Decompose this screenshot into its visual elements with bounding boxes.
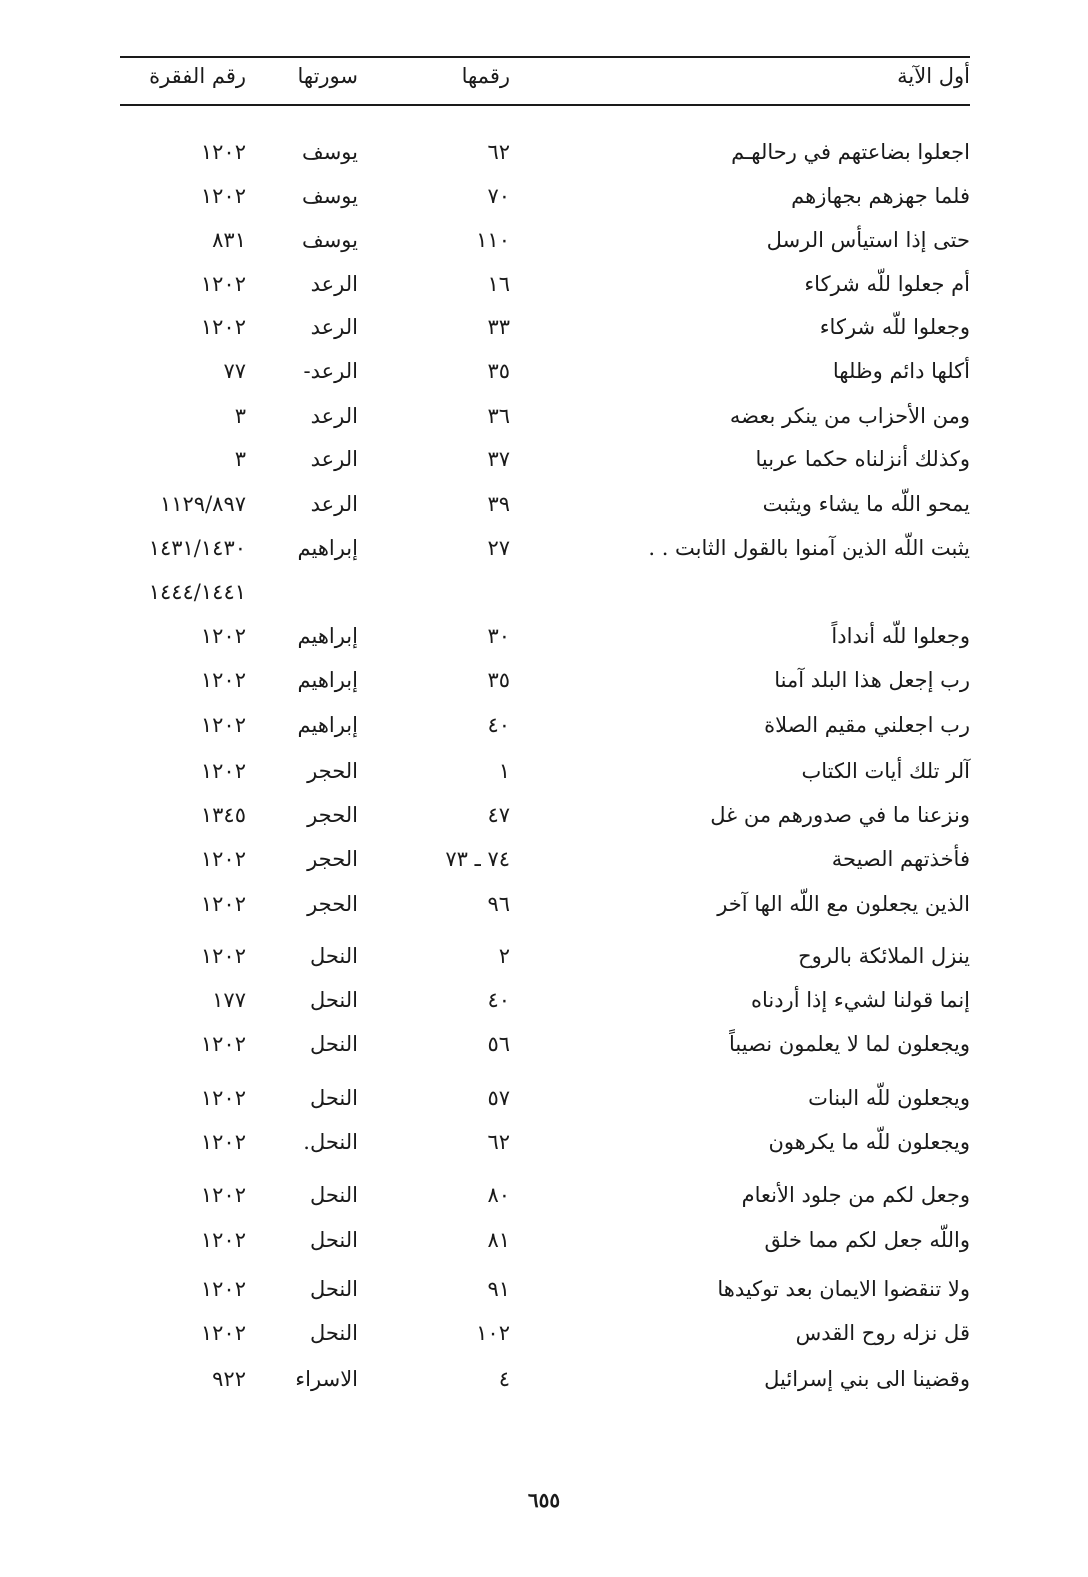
paragraph-number: ٨٣١	[212, 228, 246, 252]
verse-start: قل نزله روح القدس	[795, 1321, 970, 1345]
surah-name: الحجر	[307, 803, 358, 827]
verse-number: ٩٦	[487, 892, 510, 916]
verse-start: ولا تنقضوا الايمان بعد توكيدها	[717, 1277, 970, 1301]
table-row	[0, 178, 1088, 218]
verse-number: ٣٧	[487, 447, 510, 471]
verse-number: ٧٠	[487, 184, 510, 208]
paragraph-number: ١٣٤٥	[200, 803, 246, 827]
surah-name: النحل	[309, 1228, 358, 1252]
verse-number: ٤٧	[487, 803, 510, 827]
verse-start: أكلها دائم وظلها	[832, 359, 970, 383]
paragraph-number: ١٢٠٢	[200, 1228, 246, 1252]
paragraph-number: ١٤٣١/١٤٣٠	[148, 536, 246, 560]
paragraph-number: ٩٢٢	[212, 1367, 246, 1391]
paragraph-number: ٣	[234, 404, 246, 428]
surah-name: الاسراء	[295, 1367, 358, 1391]
paragraph-number: ١٤٤٤/١٤٤١	[148, 580, 246, 604]
verse-start: فأخذتهم الصيحة	[831, 847, 970, 871]
table-row	[0, 574, 1088, 614]
verse-number: ٧٤ ـ ٧٣	[445, 847, 510, 871]
surah-name: الرعد-	[303, 359, 358, 383]
verse-start: وجعلوا للّه شركاء	[819, 315, 970, 339]
paragraph-number: ١٢٠٢	[200, 847, 246, 871]
surah-name: يوسف	[301, 140, 358, 164]
verse-start: يمحو اللّه ما يشاء ويثبت	[762, 492, 970, 516]
verse-number: ٦٢	[487, 140, 510, 164]
table-row	[0, 707, 1088, 747]
verse-start: اجعلوا بضاعتهم في رحالهـم	[731, 140, 970, 164]
table-row	[0, 1361, 1088, 1401]
table-row	[0, 222, 1088, 262]
paragraph-number: ١٢٠٢	[200, 1032, 246, 1056]
paragraph-number: ١٢٠٢	[200, 1277, 246, 1301]
verse-start: يثبت اللّه الذين آمنوا بالقول الثابت . .	[648, 536, 970, 560]
verse-start: إنما قولنا لشيء إذا أردناه	[750, 988, 970, 1012]
table-row	[0, 309, 1088, 349]
verse-number: ٢	[498, 944, 510, 968]
paragraph-number: ١٢٠٢	[200, 184, 246, 208]
verse-start: أم جعلوا للّه شركاء	[804, 272, 970, 296]
verse-number: ٤٠	[487, 988, 510, 1012]
table-row	[0, 797, 1088, 837]
paragraph-number: ١٢٠٢	[200, 944, 246, 968]
header-verse: أول الآية	[897, 64, 970, 88]
paragraph-number: ١٢٠٢	[200, 668, 246, 692]
surah-name: الحجر	[307, 892, 358, 916]
paragraph-number: ١١٢٩/٨٩٧	[159, 492, 246, 516]
verse-number: ٣٩	[487, 492, 510, 516]
verse-start: ومن الأحزاب من ينكر بعضه	[729, 404, 970, 428]
verse-start: وجعلوا للّه أنداداً	[831, 624, 970, 648]
verse-start: آلر تلك أيات الكتاب	[801, 759, 970, 783]
verse-number: ٣٥	[487, 668, 510, 692]
paragraph-number: ١٢٠٢	[200, 272, 246, 296]
paragraph-number: ٣	[234, 447, 246, 471]
surah-name: النحل	[309, 1086, 358, 1110]
verse-number: ٨٠	[487, 1183, 510, 1207]
surah-name: النحل	[309, 944, 358, 968]
header-verse-number: رقمها	[461, 64, 510, 88]
paragraph-number: ١٧٧	[212, 988, 246, 1012]
verse-number: ٣٠	[487, 624, 510, 648]
surah-name: الرعد	[310, 404, 358, 428]
paragraph-number: ١٢٠٢	[200, 759, 246, 783]
verse-start: فلما جهزهم بجهازهم	[791, 184, 970, 208]
surah-name: الرعد	[310, 272, 358, 296]
verse-number: ٥٦	[487, 1032, 510, 1056]
surah-name: يوسف	[301, 228, 358, 252]
paragraph-number: ١٢٠٢	[200, 1086, 246, 1110]
verse-start: الذين يجعلون مع اللّه الها آخر	[717, 892, 970, 916]
table-row	[0, 1080, 1088, 1120]
paragraph-number: ١٢٠٢	[200, 315, 246, 339]
table-row	[0, 398, 1088, 438]
table-row	[0, 530, 1088, 570]
table-row	[0, 1026, 1088, 1066]
header-paragraph-number: رقم الفقرة	[149, 64, 246, 88]
paragraph-number: ١٢٠٢	[200, 713, 246, 737]
verse-start: ونزعنا ما في صدورهم من غل	[710, 803, 970, 827]
table-row	[0, 1177, 1088, 1217]
table-row	[0, 353, 1088, 393]
verse-start: ينزل الملائكة بالروح	[798, 944, 970, 968]
surah-name: الحجر	[307, 847, 358, 871]
verse-number: ٤	[498, 1367, 510, 1391]
verse-number: ٣٥	[487, 359, 510, 383]
surah-name: الرعد	[310, 492, 358, 516]
paragraph-number: ٧٧	[223, 359, 246, 383]
surah-name: النحل	[309, 1183, 358, 1207]
surah-name: إبراهيم	[297, 624, 358, 648]
verse-start: وجعل لكم من جلود الأنعام	[741, 1183, 970, 1207]
table-row	[0, 662, 1088, 702]
surah-name: النحل	[309, 1277, 358, 1301]
surah-name: الحجر	[307, 759, 358, 783]
table-row	[0, 618, 1088, 658]
verse-start: وقضينا الى بني إسرائيل	[764, 1367, 970, 1391]
verse-number: ٣٦	[487, 404, 510, 428]
surah-name: إبراهيم	[297, 668, 358, 692]
verse-number: ٦٢	[487, 1130, 510, 1154]
verse-number: ٤٠	[487, 713, 510, 737]
verse-start: وكذلك أنزلناه حكما عربيا	[755, 447, 970, 471]
surah-name: إبراهيم	[297, 713, 358, 737]
paragraph-number: ١٢٠٢	[200, 140, 246, 164]
paragraph-number: ١٢٠٢	[200, 1130, 246, 1154]
table-row	[0, 266, 1088, 306]
surah-name: النحل	[309, 988, 358, 1012]
table-row	[0, 982, 1088, 1022]
table-row	[0, 1124, 1088, 1164]
table-row	[0, 841, 1088, 881]
verse-number: ٨١	[487, 1228, 510, 1252]
verse-start: رب إجعل هذا البلد آمنا	[774, 668, 970, 692]
table-row	[0, 486, 1088, 526]
verse-start: واللّه جعل لكم مما خلق	[764, 1228, 970, 1252]
verse-number: ١٠٢	[476, 1321, 510, 1345]
paragraph-number: ١٢٠٢	[200, 892, 246, 916]
table-row	[0, 753, 1088, 793]
verse-number: ١٦	[487, 272, 510, 296]
paragraph-number: ١٢٠٢	[200, 624, 246, 648]
surah-name: الرعد	[310, 315, 358, 339]
paragraph-number: ١٢٠٢	[200, 1321, 246, 1345]
verse-number: ١	[498, 759, 510, 783]
surah-name: النحل	[309, 1032, 358, 1056]
verse-number: ٣٣	[487, 315, 510, 339]
surah-name: النحل	[309, 1321, 358, 1345]
header-surah: سورتها	[297, 64, 358, 88]
paragraph-number: ١٢٠٢	[200, 1183, 246, 1207]
verse-start: حتى إذا استيأس الرسل	[766, 228, 970, 252]
surah-name: إبراهيم	[297, 536, 358, 560]
table-row	[0, 938, 1088, 978]
table-row	[0, 1271, 1088, 1311]
surah-name: يوسف	[301, 184, 358, 208]
verse-start: رب اجعلني مقيم الصلاة	[764, 713, 970, 737]
surah-name: الرعد	[310, 447, 358, 471]
verse-start: ويجعلون لما لا يعلمون نصيباً	[729, 1032, 970, 1056]
verse-number: ٥٧	[487, 1086, 510, 1110]
table-row	[0, 134, 1088, 174]
table-row	[0, 1222, 1088, 1262]
table-row	[0, 886, 1088, 926]
verse-number: ٩١	[487, 1277, 510, 1301]
verse-start: ويجعلون للّه ما يكرهون	[768, 1130, 970, 1154]
verse-start: ويجعلون للّه البنات	[808, 1086, 970, 1110]
table-row	[0, 441, 1088, 481]
table-row	[0, 1315, 1088, 1355]
verse-number: ١١٠	[476, 228, 510, 252]
surah-name: النحل.	[303, 1130, 358, 1154]
page-number: ٦٥٥	[527, 1488, 561, 1512]
verse-number: ٢٧	[487, 536, 510, 560]
